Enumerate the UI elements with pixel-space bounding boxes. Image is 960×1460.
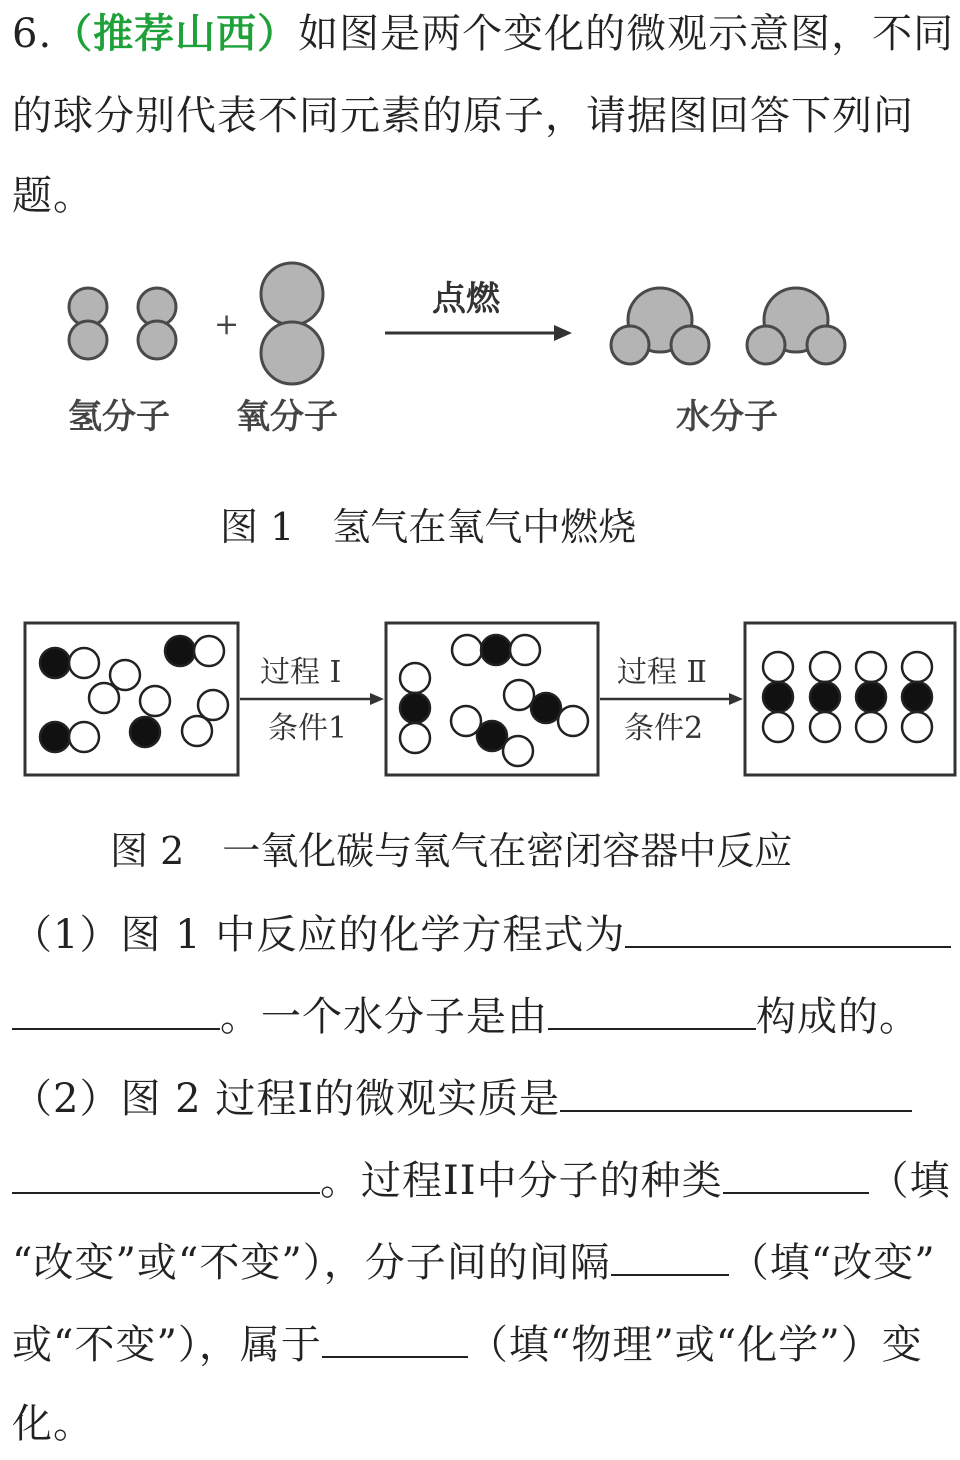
subquestion-1-text-2: 。一个水分子是由 [220, 994, 548, 1040]
subquestion-2-text-3: （填 [868, 1158, 951, 1204]
oxygen-atom [89, 683, 119, 713]
subquestion-2-text-7: （填“物理”或“化学”）变 [467, 1322, 923, 1368]
question-source: （推荐山西） [52, 11, 299, 57]
subquestion-2-text: （2）图 2 过程I的微观实质是 [12, 1076, 561, 1122]
process-2-label: 过程 Ⅱ [617, 655, 707, 690]
oxygen-atom [856, 712, 886, 742]
subquestion-2-line-2 [12, 1156, 951, 1205]
carbon-atom [165, 636, 195, 666]
oxygen-atom [504, 680, 534, 710]
process-2-arrow-head [729, 693, 743, 705]
answer-blank-equation[interactable] [625, 910, 951, 948]
answer-blank-essence-cont[interactable] [12, 1156, 320, 1194]
answer-blank-equation-cont[interactable] [12, 992, 220, 1030]
oxygen-atom [902, 712, 932, 742]
question-stem-line-1 [12, 10, 954, 58]
oxygen-atom [810, 652, 840, 682]
subquestion-2-text-6: 或“不变”），属于 [12, 1322, 322, 1368]
carbon-atom [400, 693, 430, 723]
subquestion-2-line-1 [12, 1074, 912, 1123]
oxygen-atom [558, 706, 588, 736]
carbon-atom [810, 682, 840, 712]
plus-sign: + [214, 307, 240, 342]
hydrogen-label: 氢分子 [68, 397, 170, 437]
hydrogen-atom [138, 321, 176, 359]
oxygen-atom [902, 652, 932, 682]
oxygen-atom [503, 736, 533, 766]
answer-blank-spacing[interactable] [611, 1238, 729, 1276]
answer-blank-water-composition[interactable] [548, 992, 756, 1030]
oxygen-atom [400, 723, 430, 753]
carbon-atom [40, 722, 70, 752]
oxygen-atom [810, 712, 840, 742]
figure-2-diagram [0, 615, 960, 785]
oxygen-atom [182, 716, 212, 746]
subquestion-2-text-2: 。过程II中分子的种类 [320, 1158, 723, 1204]
condition-1-label: 条件1 [268, 711, 348, 746]
condition-2-label: 条件2 [624, 711, 704, 746]
subquestion-1-line-2 [12, 992, 920, 1041]
hydrogen-atom [69, 321, 107, 359]
answer-blank-essence[interactable] [560, 1074, 912, 1112]
carbon-atom [531, 693, 561, 723]
reaction-arrow-head [554, 325, 572, 341]
oxygen-atom [140, 686, 170, 716]
oxygen-atom [261, 263, 323, 325]
figure-1-diagram [0, 250, 960, 460]
carbon-atom [40, 648, 70, 678]
oxygen-atom [261, 322, 323, 384]
process-1-label: 过程 Ⅰ [260, 655, 342, 690]
oxygen-label: 氧分子 [236, 397, 338, 437]
oxygen-atom [194, 636, 224, 666]
carbon-atom [130, 717, 160, 747]
oxygen-atom [110, 660, 140, 690]
water-label: 水分子 [676, 397, 778, 437]
carbon-atom [763, 682, 793, 712]
subquestion-1-text: （1）图 1 中反应的化学方程式为 [12, 912, 626, 958]
oxygen-atom [400, 663, 430, 693]
subquestion-1-line-1 [12, 910, 951, 959]
question-number: 6. [12, 11, 53, 57]
oxygen-atom [856, 652, 886, 682]
hydrogen-atom [747, 326, 785, 364]
figure-1-caption: 图 1 氢气在氧气中燃烧 [220, 505, 637, 549]
oxygen-atom [69, 722, 99, 752]
question-stem-text-1: 如图是两个变化的微观示意图，不同 [298, 11, 955, 57]
figure-2-caption: 图 2 一氧化碳与氧气在密闭容器中反应 [110, 829, 793, 873]
oxygen-atom [198, 690, 228, 720]
oxygen-atom [763, 712, 793, 742]
hydrogen-atom [611, 326, 649, 364]
subquestion-2-line-3 [12, 1238, 936, 1287]
hydrogen-atom [807, 326, 845, 364]
process-1-arrow-head [370, 693, 384, 705]
subquestion-2-line-4 [12, 1320, 923, 1369]
question-stem-line-2: 的球分别代表不同元素的原子，请据图回答下列问 [12, 93, 914, 139]
condition-label: 点燃 [432, 279, 500, 319]
subquestion-2-line-5: 化。 [12, 1401, 94, 1447]
answer-blank-change-type[interactable] [322, 1320, 468, 1358]
answer-blank-molecule-type[interactable] [723, 1156, 869, 1194]
carbon-atom [481, 635, 511, 665]
oxygen-atom [763, 652, 793, 682]
carbon-atom [856, 682, 886, 712]
subquestion-2-text-4: “改变”或“不变”），分子间的间隔 [12, 1240, 611, 1286]
subquestion-1-text-3: 构成的。 [756, 994, 920, 1040]
oxygen-atom [510, 635, 540, 665]
oxygen-atom [69, 648, 99, 678]
hydrogen-atom [671, 326, 709, 364]
oxygen-atom [452, 635, 482, 665]
question-stem-line-3: 题。 [12, 173, 94, 219]
subquestion-2-text-5: （填“改变” [728, 1240, 936, 1286]
carbon-atom [902, 682, 932, 712]
